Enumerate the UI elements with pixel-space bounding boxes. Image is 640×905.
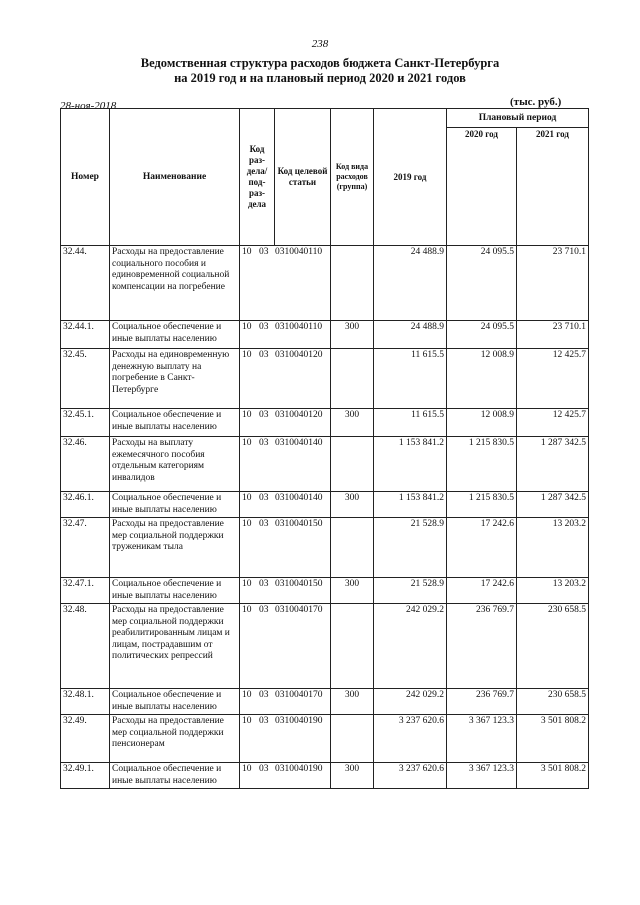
row-subsection-code: 03 bbox=[259, 438, 269, 448]
row-subsection-code: 03 bbox=[259, 350, 269, 360]
row-amount-2019: 3 237 620.6 bbox=[374, 763, 447, 789]
row-amount-2021: 230 658.5 bbox=[517, 604, 589, 689]
row-name: Расходы на предоставление социального пособия и единовременной социальной компенсации на погребение bbox=[110, 246, 240, 321]
title-line-1: Ведомственная структура расходов бюджета Санкт-Петербурга bbox=[140, 56, 500, 70]
row-section-code: 10 bbox=[242, 322, 252, 332]
row-name: Расходы на предоставление мер социальной поддержки реабилитированным лицам и лицам, пострадавшим от политических репрессий bbox=[110, 604, 240, 689]
row-subsection-code: 03 bbox=[259, 579, 269, 589]
row-codes bbox=[240, 689, 331, 715]
row-codes bbox=[240, 246, 331, 321]
row-name: Социальное обеспечение и иные выплаты населению bbox=[110, 492, 240, 518]
row-article-code: 0310040150 bbox=[275, 579, 323, 589]
row-amount-2021: 1 287 342.5 bbox=[517, 437, 589, 492]
row-number: 32.47.1. bbox=[61, 578, 110, 604]
row-name: Социальное обеспечение и иные выплаты населению bbox=[110, 689, 240, 715]
row-amount-2020: 3 367 123.3 bbox=[447, 763, 517, 789]
row-expense-type: 300 bbox=[331, 689, 374, 715]
row-expense-type bbox=[331, 715, 374, 763]
row-section-code: 10 bbox=[242, 350, 252, 360]
row-number: 32.47. bbox=[61, 518, 110, 578]
row-name: Социальное обеспечение и иные выплаты населению bbox=[110, 763, 240, 789]
row-expense-type bbox=[331, 437, 374, 492]
row-article-code: 0310040170 bbox=[275, 690, 323, 700]
row-codes bbox=[240, 437, 331, 492]
table-row bbox=[61, 409, 589, 437]
row-expense-type bbox=[331, 349, 374, 409]
row-name: Социальное обеспечение и иные выплаты населению bbox=[110, 578, 240, 604]
row-section-code: 10 bbox=[242, 605, 252, 615]
row-amount-2019: 24 488.9 bbox=[374, 321, 447, 349]
row-amount-2019: 11 615.5 bbox=[374, 409, 447, 437]
row-name: Расходы на единовременную денежную выплату на погребение в Санкт-Петербурге bbox=[110, 349, 240, 409]
header-name: Наименование bbox=[110, 109, 240, 246]
row-number: 32.48. bbox=[61, 604, 110, 689]
row-number: 32.44.1. bbox=[61, 321, 110, 349]
row-section-code: 10 bbox=[242, 519, 252, 529]
row-amount-2019: 24 488.9 bbox=[374, 246, 447, 321]
row-subsection-code: 03 bbox=[259, 322, 269, 332]
row-section-code: 10 bbox=[242, 716, 252, 726]
table-row bbox=[61, 246, 589, 321]
row-amount-2019: 1 153 841.2 bbox=[374, 437, 447, 492]
row-section-code: 10 bbox=[242, 493, 252, 503]
row-expense-type: 300 bbox=[331, 492, 374, 518]
header-number: Номер bbox=[61, 109, 110, 246]
row-amount-2020: 12 008.9 bbox=[447, 409, 517, 437]
row-expense-type: 300 bbox=[331, 578, 374, 604]
row-section-code: 10 bbox=[242, 247, 252, 257]
row-amount-2020: 236 769.7 bbox=[447, 604, 517, 689]
row-subsection-code: 03 bbox=[259, 690, 269, 700]
row-number: 32.45. bbox=[61, 349, 110, 409]
row-subsection-code: 03 bbox=[259, 605, 269, 615]
row-number: 32.46. bbox=[61, 437, 110, 492]
row-article-code: 0310040110 bbox=[275, 247, 323, 257]
header-plan-period: Плановый период bbox=[447, 109, 589, 128]
document-title bbox=[0, 56, 640, 86]
row-section-code: 10 bbox=[242, 438, 252, 448]
row-amount-2021: 3 501 808.2 bbox=[517, 763, 589, 789]
row-amount-2020: 24 095.5 bbox=[447, 246, 517, 321]
row-amount-2019: 11 615.5 bbox=[374, 349, 447, 409]
row-amount-2019: 242 029.2 bbox=[374, 604, 447, 689]
row-expense-type bbox=[331, 604, 374, 689]
row-article-code: 0310040120 bbox=[275, 410, 323, 420]
table-row bbox=[61, 437, 589, 492]
row-amount-2019: 21 528.9 bbox=[374, 578, 447, 604]
row-number: 32.44. bbox=[61, 246, 110, 321]
row-codes bbox=[240, 715, 331, 763]
row-subsection-code: 03 bbox=[259, 247, 269, 257]
row-article-code: 0310040150 bbox=[275, 519, 323, 529]
row-amount-2021: 3 501 808.2 bbox=[517, 715, 589, 763]
row-article-code: 0310040190 bbox=[275, 764, 323, 774]
row-amount-2021: 12 425.7 bbox=[517, 409, 589, 437]
table-body bbox=[61, 246, 589, 789]
row-name: Расходы на предоставление мер социальной поддержки пенсионерам bbox=[110, 715, 240, 763]
row-expense-type bbox=[331, 246, 374, 321]
row-number: 32.49. bbox=[61, 715, 110, 763]
units-label: (тыс. руб.) bbox=[510, 96, 562, 108]
row-amount-2019: 1 153 841.2 bbox=[374, 492, 447, 518]
row-amount-2021: 230 658.5 bbox=[517, 689, 589, 715]
row-name: Расходы на предоставление мер социальной поддержки труженикам тыла bbox=[110, 518, 240, 578]
row-article-code: 0310040140 bbox=[275, 493, 323, 503]
row-subsection-code: 03 bbox=[259, 493, 269, 503]
row-amount-2019: 3 237 620.6 bbox=[374, 715, 447, 763]
row-amount-2021: 1 287 342.5 bbox=[517, 492, 589, 518]
row-amount-2020: 17 242.6 bbox=[447, 518, 517, 578]
table-row bbox=[61, 763, 589, 789]
row-amount-2019: 21 528.9 bbox=[374, 518, 447, 578]
header-year-2020: 2020 год bbox=[447, 128, 517, 246]
row-expense-type: 300 bbox=[331, 321, 374, 349]
header-expense-type-code: Код вида расходов (группа) bbox=[331, 109, 374, 246]
row-amount-2020: 24 095.5 bbox=[447, 321, 517, 349]
row-number: 32.46.1. bbox=[61, 492, 110, 518]
table-row bbox=[61, 321, 589, 349]
row-subsection-code: 03 bbox=[259, 519, 269, 529]
row-amount-2021: 12 425.7 bbox=[517, 349, 589, 409]
row-section-code: 10 bbox=[242, 690, 252, 700]
row-codes bbox=[240, 409, 331, 437]
row-section-code: 10 bbox=[242, 410, 252, 420]
row-expense-type: 300 bbox=[331, 409, 374, 437]
row-codes bbox=[240, 578, 331, 604]
row-article-code: 0310040110 bbox=[275, 322, 323, 332]
row-name: Расходы на выплату ежемесячного пособия отдельным категориям инвалидов bbox=[110, 437, 240, 492]
row-expense-type bbox=[331, 518, 374, 578]
table-row bbox=[61, 689, 589, 715]
row-subsection-code: 03 bbox=[259, 410, 269, 420]
row-amount-2020: 1 215 830.5 bbox=[447, 492, 517, 518]
row-codes bbox=[240, 604, 331, 689]
budget-table bbox=[60, 108, 589, 789]
row-codes bbox=[240, 763, 331, 789]
row-codes bbox=[240, 349, 331, 409]
row-number: 32.49.1. bbox=[61, 763, 110, 789]
row-name: Социальное обеспечение и иные выплаты населению bbox=[110, 321, 240, 349]
document-date: 28-ноя-2018 bbox=[60, 100, 117, 112]
row-amount-2020: 3 367 123.3 bbox=[447, 715, 517, 763]
row-amount-2021: 13 203.2 bbox=[517, 518, 589, 578]
table-row bbox=[61, 578, 589, 604]
table-row bbox=[61, 492, 589, 518]
table-row bbox=[61, 518, 589, 578]
title-line-2: на 2019 год и на плановый период 2020 и 2021 годов bbox=[174, 71, 466, 85]
row-codes bbox=[240, 492, 331, 518]
header-section-code: Код раз-дела/под-раз-дела bbox=[240, 109, 275, 246]
row-article-code: 0310040190 bbox=[275, 716, 323, 726]
row-section-code: 10 bbox=[242, 764, 252, 774]
row-section-code: 10 bbox=[242, 579, 252, 589]
table-row bbox=[61, 604, 589, 689]
row-amount-2021: 13 203.2 bbox=[517, 578, 589, 604]
header-year-2019: 2019 год bbox=[374, 109, 447, 246]
row-article-code: 0310040120 bbox=[275, 350, 323, 360]
row-name: Социальное обеспечение и иные выплаты населению bbox=[110, 409, 240, 437]
row-amount-2020: 17 242.6 bbox=[447, 578, 517, 604]
row-number: 32.45.1. bbox=[61, 409, 110, 437]
row-article-code: 0310040170 bbox=[275, 605, 323, 615]
row-subsection-code: 03 bbox=[259, 716, 269, 726]
row-codes bbox=[240, 321, 331, 349]
row-amount-2019: 242 029.2 bbox=[374, 689, 447, 715]
row-number: 32.48.1. bbox=[61, 689, 110, 715]
page-number: 238 bbox=[311, 38, 329, 50]
row-subsection-code: 03 bbox=[259, 764, 269, 774]
row-expense-type: 300 bbox=[331, 763, 374, 789]
row-amount-2021: 23 710.1 bbox=[517, 321, 589, 349]
row-amount-2021: 23 710.1 bbox=[517, 246, 589, 321]
row-codes bbox=[240, 518, 331, 578]
row-article-code: 0310040140 bbox=[275, 438, 323, 448]
row-amount-2020: 236 769.7 bbox=[447, 689, 517, 715]
row-amount-2020: 12 008.9 bbox=[447, 349, 517, 409]
header-article-code: Код целевой статьи bbox=[275, 109, 331, 246]
header-year-2021: 2021 год bbox=[517, 128, 589, 246]
row-amount-2020: 1 215 830.5 bbox=[447, 437, 517, 492]
table-row bbox=[61, 715, 589, 763]
table-row bbox=[61, 349, 589, 409]
